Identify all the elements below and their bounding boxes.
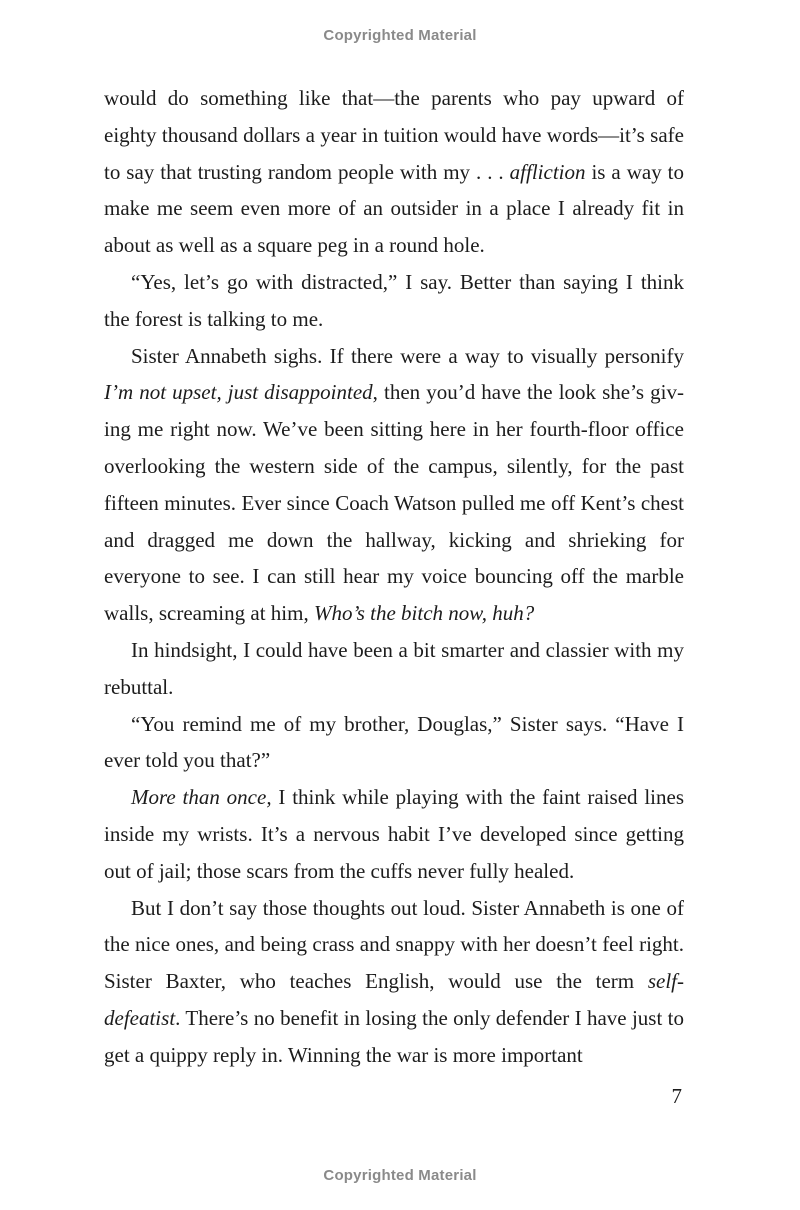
text-run: , then you’d have the look she’s giving me right now. We’ve been sitting here in her fourth-floor office overlooking the western side of the campus, silently, for the past fifteen minutes. Ever since Coach Watson pulled me off Kent’s chest and dragged me down the hallway, kicking and shrieking for everyone to see. I can still hear my voice bouncing off the marble walls, screaming at him, xyxy=(104,380,684,626)
paragraph xyxy=(104,706,684,780)
text-run: Sister Annabeth sighs. If there were a way to visually personify xyxy=(131,343,684,368)
italic-text: self-defeatist xyxy=(104,969,684,1030)
watermark-top: Copyrighted Material xyxy=(323,27,477,44)
text-run: In hindsight, I could have been a bit smarter and classier with my rebuttal. xyxy=(104,637,684,699)
paragraph xyxy=(104,890,684,1074)
italic-text: I’m not upset, just disappointed xyxy=(104,380,373,405)
text-run: would do something like that—the parents who pay upward of eighty thousand dollars a year in tuition would have words—it’s safe to say that trusting random people with my . . . xyxy=(104,86,684,184)
text-run: I think while playing with the faint raised lines inside my wrists. It’s a nervous habit I’ve developed since getting out of jail; those scars from the cuffs never fully healed. xyxy=(104,785,684,883)
paragraph xyxy=(104,779,684,889)
paragraph xyxy=(104,632,684,706)
italic-text: Who’s the bitch now, huh? xyxy=(313,601,535,626)
page-number: 7 xyxy=(671,1084,682,1108)
text-run: “You remind me of my brother, Douglas,” Sister says. “Have I ever told you that?” xyxy=(104,711,684,773)
italic-text: More than once, xyxy=(131,785,272,810)
italic-text: affliction xyxy=(509,159,586,184)
page-body xyxy=(104,80,684,1074)
watermark-bottom: Copyrighted Material xyxy=(323,1167,477,1184)
text-run: is a way to make me seem even more of an outsider in a place I already fit in about as well as a square peg in a round hole. xyxy=(104,159,684,258)
paragraph xyxy=(104,338,684,632)
paragraph xyxy=(104,264,684,338)
text-run: “Yes, let’s go with distracted,” I say. Better than saying I think the forest is talking to me. xyxy=(104,269,684,331)
text-run: But I don’t say those thoughts out loud. Sister Annabeth is one of the nice ones, and being crass and snappy with her doesn’t feel right. Sister Baxter, who teaches English, would use the term xyxy=(104,895,684,994)
paragraph xyxy=(104,80,684,264)
text-run: . There’s no benefit in losing the only defender I have just to get a quippy reply in. Winning the war is more important xyxy=(104,1005,684,1067)
